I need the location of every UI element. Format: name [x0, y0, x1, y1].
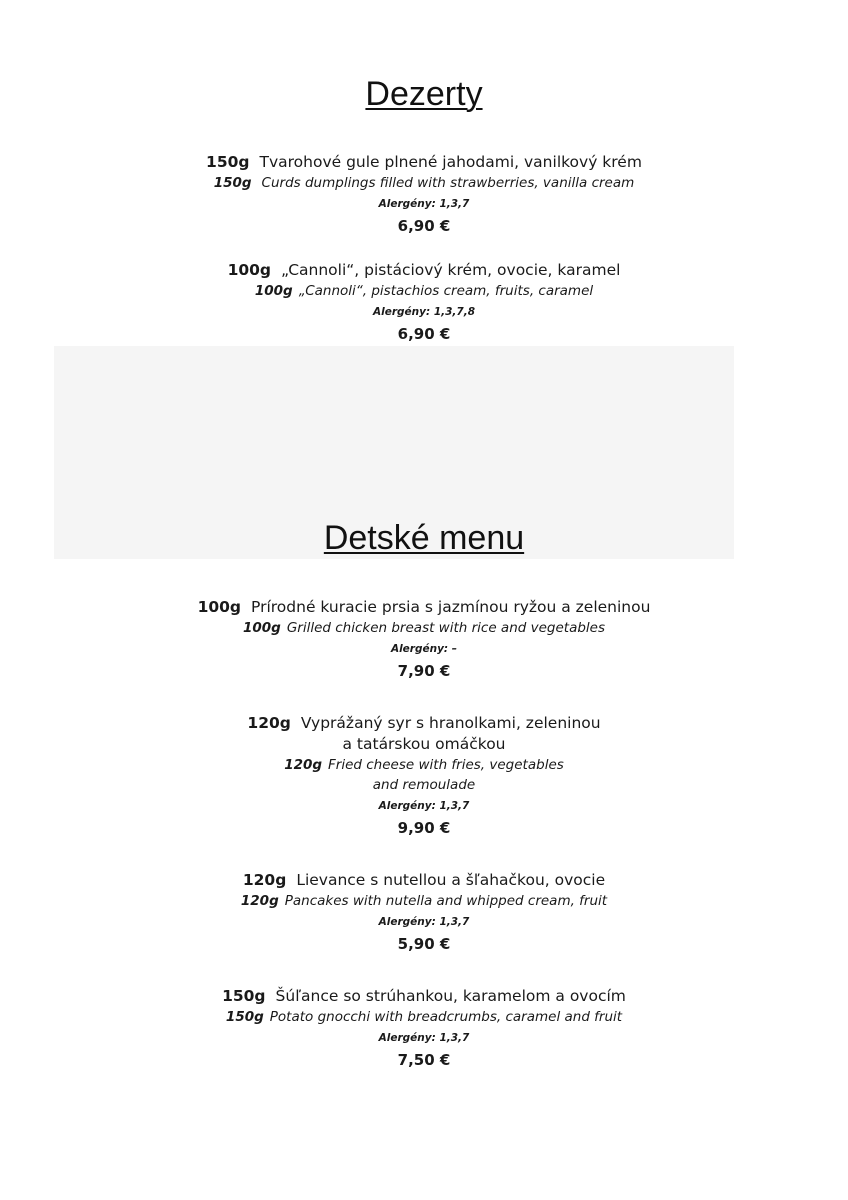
item-weight-en: 150g: [213, 175, 252, 191]
item-allergens: Alergény: 1,3,7: [378, 1032, 470, 1044]
item-price: 6,90 €: [397, 217, 451, 235]
item-price: 7,90 €: [397, 662, 451, 680]
item-title-en: Grilled chicken breast with rice and vegetables: [286, 620, 606, 636]
item-weight-en: 150g: [225, 1009, 264, 1025]
item-allergens: Alergény: 1,3,7: [378, 800, 470, 812]
item-name-sk: [0, 152, 848, 173]
item-allergens: Alergény: 1,3,7: [378, 198, 470, 210]
item-name-sk: [0, 597, 848, 618]
menu-item-kids-2: [0, 713, 848, 838]
item-weight-en: 100g: [254, 283, 293, 299]
item-weight: 150g: [222, 987, 266, 1005]
item-title-en: Potato gnocchi with breadcrumbs, caramel and fruit: [269, 1009, 623, 1025]
item-title-sk-line1: Vyprážaný syr s hranolkami, zeleninou: [300, 714, 601, 732]
item-allergens: Alergény: 1,3,7: [378, 916, 470, 928]
item-weight-en: 100g: [242, 620, 281, 636]
item-title-sk: „Cannoli“, pistáciový krém, ovocie, karamel: [281, 261, 621, 279]
item-weight: 150g: [206, 153, 250, 171]
menu-item-dessert-2: [0, 260, 848, 344]
item-name-en: [0, 891, 848, 911]
item-weight-en: 120g: [284, 757, 323, 773]
menu-item-kids-4: [0, 986, 848, 1070]
item-title-sk: Lievance s nutellou a šľahačkou, ovocie: [296, 871, 606, 889]
item-weight: 100g: [197, 598, 242, 616]
item-weight: 120g: [242, 871, 287, 889]
section-title-desserts: Dezerty: [365, 75, 483, 113]
item-name-sk: [0, 986, 848, 1007]
item-title-en-line1: Fried cheese with fries, vegetables: [328, 757, 564, 773]
item-title-sk: Prírodné kuracie prsia s jazmínou ryžou a zeleninou: [251, 598, 651, 616]
item-allergens: Alergény: 1,3,7,8: [372, 306, 476, 318]
item-price: 9,90 €: [397, 819, 451, 837]
menu-item-dessert-1: [0, 152, 848, 236]
item-name-en: [0, 618, 848, 638]
item-name-en: [0, 1007, 848, 1027]
item-name-sk: [0, 870, 848, 891]
item-price: 5,90 €: [397, 935, 451, 953]
item-allergens: Alergény: –: [390, 643, 458, 655]
item-weight-en: 120g: [240, 893, 279, 909]
item-title-en: Pancakes with nutella and whipped cream, fruit: [284, 893, 608, 909]
menu-item-kids-3: [0, 870, 848, 954]
item-name-en: [0, 281, 848, 301]
item-name-sk: [0, 713, 848, 734]
item-title-sk-line2: a tatárskou omáčkou: [342, 735, 506, 753]
item-price: 7,50 €: [397, 1051, 451, 1069]
item-name-en: [0, 173, 848, 193]
menu-item-kids-1: [0, 597, 848, 681]
item-name-sk: [0, 260, 848, 281]
item-price: 6,90 €: [397, 325, 451, 343]
item-name-en: [0, 755, 848, 775]
item-title-en: Curds dumplings filled with strawberries, vanilla cream: [261, 175, 635, 191]
item-title-en: „Cannoli“, pistachios cream, fruits, caramel: [298, 283, 594, 299]
item-title-en-line2: and remoulade: [372, 777, 476, 793]
item-weight: 100g: [227, 261, 272, 279]
section-title-kids: Detské menu: [323, 519, 525, 557]
item-title-sk: Tvarohové gule plnené jahodami, vanilkový krém: [259, 153, 642, 171]
item-weight: 120g: [247, 714, 291, 732]
item-title-sk: Šúľance so strúhankou, karamelom a ovocím: [275, 987, 626, 1005]
